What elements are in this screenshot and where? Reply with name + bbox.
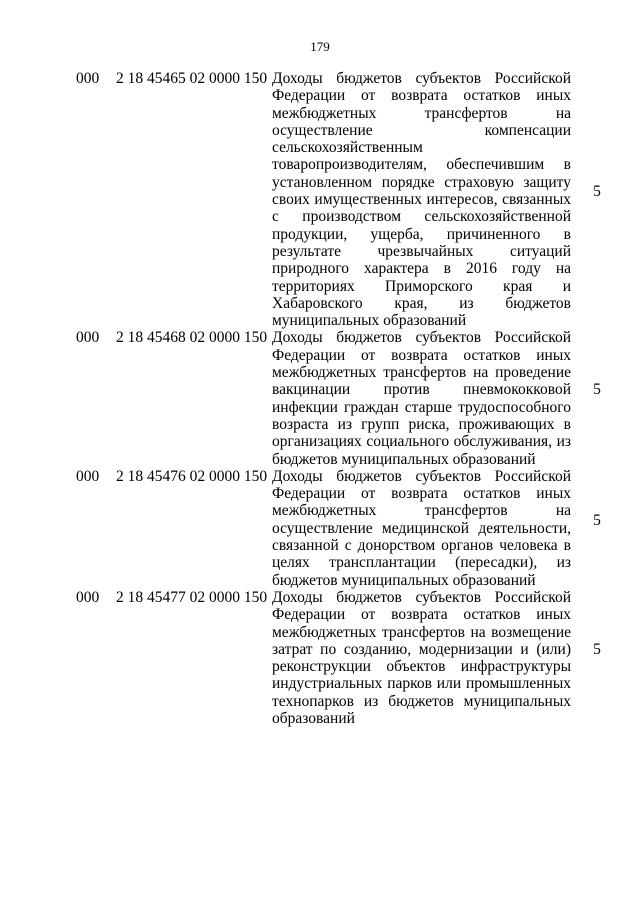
page-number: 179 bbox=[310, 39, 330, 54]
revenue-code: 2 18 45468 02 0000 150 bbox=[116, 329, 268, 347]
revenue-name: Доходы бюджетов субъектов Российской Федерации от возврата остатков иных межбюджетных трансфертов на осуществление медицинской деятельности, связанной с донорством органов человека в целях трансплантации (пересадки), из бюджетов муниципальных образований bbox=[272, 467, 571, 589]
admin-code: 000 bbox=[76, 329, 100, 347]
table-row bbox=[0, 468, 640, 589]
revenue-name: Доходы бюджетов субъектов Российской Федерации от возврата остатков иных межбюджетных трансфертов на возмещение затрат по созданию, модернизации и (или) реконструкции объектов инфраструктуры индустриальных парков или промышленных технопарков из бюджетов муниципальных образований bbox=[272, 588, 571, 727]
table-row bbox=[0, 70, 640, 329]
revenue-table bbox=[0, 70, 640, 727]
table-row bbox=[0, 329, 640, 467]
table-row bbox=[0, 589, 640, 727]
admin-code: 000 bbox=[76, 588, 100, 606]
revenue-name: Доходы бюджетов субъектов Российской Федерации от возврата остатков иных межбюджетных трансфертов на проведение вакцинации против пневмококковой инфекции граждан старше трудоспособного возраста из групп риска, проживающих в организациях социального обслуживания, из бюджетов муниципальных образований bbox=[272, 329, 571, 468]
admin-code: 000 bbox=[76, 467, 100, 485]
revenue-code: 2 18 45477 02 0000 150 bbox=[116, 588, 268, 606]
norm-value: 5 bbox=[593, 183, 601, 200]
admin-code: 000 bbox=[76, 70, 100, 87]
revenue-code: 2 18 45465 02 0000 150 bbox=[116, 70, 268, 87]
norm-value: 5 bbox=[593, 381, 601, 399]
norm-value: 5 bbox=[593, 511, 601, 529]
revenue-code: 2 18 45476 02 0000 150 bbox=[116, 467, 268, 485]
norm-value: 5 bbox=[593, 640, 601, 658]
revenue-name: Доходы бюджетов субъектов Российской Федерации от возврата остатков иных межбюджетных трансфертов на осуществление компенсации сельскохозяйственным товаропроизводителям, обеспечившим в установленном порядке страховую защиту своих имущественных интересов, связанных с производством сельскохозяйственной продукции, ущерба, причиненного в результате чрезвычайных ситуаций природного характера в 2016 году на территориях Приморского края и Хабаровского края, из бюджетов муниципальных образований bbox=[272, 70, 571, 330]
